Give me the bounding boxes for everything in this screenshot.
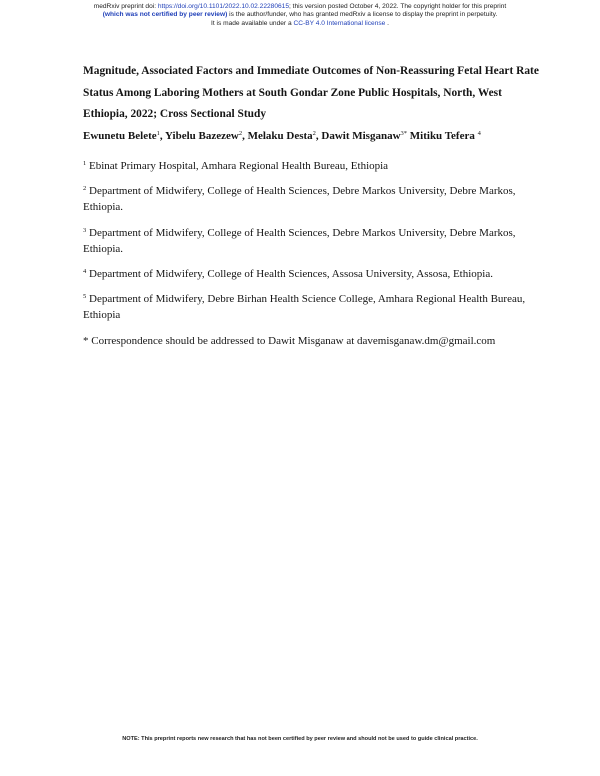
affiliation-text: Department of Midwifery, College of Health Sciences, Assosa University, Assosa, Ethiopia. [86, 268, 493, 280]
header-available-text: It is made available under a [210, 19, 294, 27]
author-affiliation-mark: 1 [156, 130, 160, 137]
author-name: Mitiku Tefera [409, 130, 478, 142]
header-posted-text: ; this version posted October 4, 2022. The copyright holder for this preprint [289, 3, 507, 10]
doi-link[interactable]: https://doi.org/10.1101/2022.10.02.22280615 [157, 3, 290, 10]
author-separator: , [159, 130, 165, 142]
affiliation-text: Department of Midwifery, College of Health Sciences, Debre Markos University, Debre Markos, Ethiopia. [83, 227, 516, 255]
author-affiliation-mark: 2 [312, 130, 316, 137]
header-line-1 [0, 3, 600, 11]
license-link[interactable]: CC-BY 4.0 International license [293, 19, 386, 27]
affiliation-text: Department of Midwifery, Debre Birhan Health Science College, Amhara Regional Health Bureau, Ethiopia [83, 293, 526, 321]
author-separator: , [242, 130, 248, 142]
author-name: Dawit Misganaw [321, 130, 401, 142]
affiliation-text: Department of Midwifery, College of Health Sciences, Debre Markos University, Debre Markos, Ethiopia. [83, 185, 516, 213]
author-list [83, 129, 553, 143]
author-affiliation-mark: 4 [477, 130, 481, 137]
affiliation-mark: 5 [83, 293, 87, 300]
affiliation-text: Ebinat Primary Hospital, Amhara Regional Health Bureau, Ethiopia [86, 160, 389, 172]
author-name: Yibelu Bazezew [164, 130, 239, 142]
affiliation-5 [83, 291, 543, 323]
affiliation-mark: 3 [83, 227, 87, 234]
header-line-3 [0, 20, 600, 28]
author-name: Melaku Desta [247, 130, 313, 142]
preprint-footer-note: NOTE: This preprint reports new research that has not been certified by peer review and should not be used to guide clinical practice. [122, 736, 478, 742]
correspondence-note: * Correspondence should be addressed to Dawit Misganaw at davemisganaw.dm@gmail.com [83, 335, 496, 347]
affiliation-mark: 2 [83, 185, 87, 192]
paper-title: Magnitude, Associated Factors and Immediate Outcomes of Non-Reassuring Fetal Heart Rate Status Among Laboring Mothers at South Gondar Zone Public Hospitals, North, West Ethiopia, 2022; Cross Sectional Study [83, 65, 539, 120]
header-doi-label: medRxiv preprint doi: [93, 3, 158, 10]
affiliation-1 [83, 158, 543, 174]
header-period: . [385, 19, 390, 27]
author-separator: , [315, 130, 322, 142]
peer-review-note: (which was not certified by peer review) [102, 11, 228, 19]
affiliation-3 [83, 225, 543, 257]
preprint-header [0, 3, 600, 28]
header-license-text: is the author/funder, who has granted medRxiv a license to display the preprint in perpetuity. [227, 11, 498, 19]
affiliation-mark: 1 [83, 160, 87, 167]
affiliation-4 [83, 266, 543, 282]
author-affiliation-mark: 2 [238, 130, 243, 137]
author-name: Ewunetu Belete [83, 130, 157, 142]
header-line-2 [0, 11, 600, 19]
author-affiliation-mark: 3* [400, 130, 408, 137]
affiliation-2 [83, 183, 543, 215]
affiliation-mark: 4 [83, 268, 87, 275]
